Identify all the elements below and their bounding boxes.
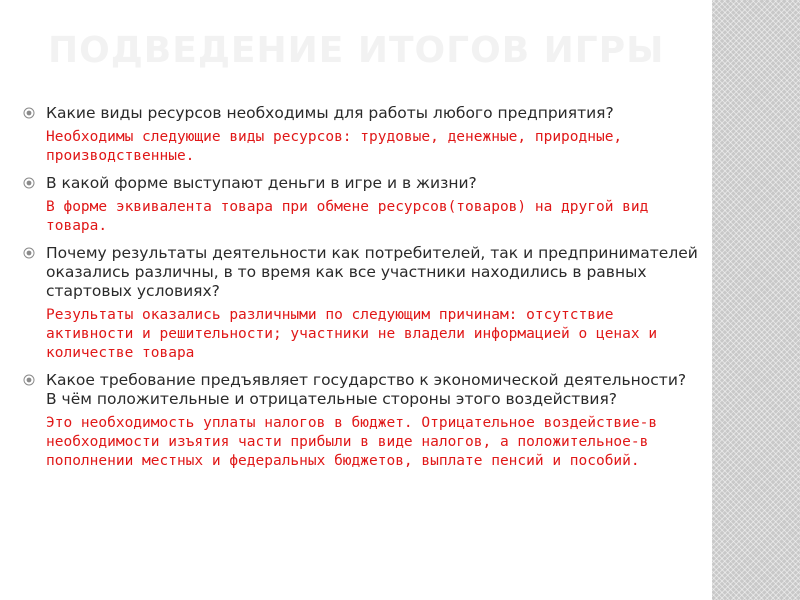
question-item [20, 244, 700, 301]
qa-list [20, 104, 700, 479]
circle-target-icon [23, 107, 35, 119]
slide-title: ПОДВЕДЕНИЕ ИТОГОВ ИГРЫ [48, 30, 665, 71]
question-text: Почему результаты деятельности как потребителей, так и предпринимателей оказались различны, в то время как все участники находились в равных стартовых условиях? [46, 244, 698, 300]
circle-target-icon [23, 177, 35, 189]
question-item [20, 104, 700, 123]
question-item [20, 174, 700, 193]
decorative-side-panel [712, 0, 800, 600]
question-text: Какое требование предъявляет государство к экономической деятельности? В чём положительные и отрицательные стороны этого воздействия? [46, 371, 687, 408]
question-text: Какие виды ресурсов необходимы для работы любого предприятия? [46, 104, 614, 122]
circle-target-icon [23, 247, 35, 259]
answer-text: Результаты оказались различными по следующим причинам: отсутствие активности и решительности; участники не владели информацией о ценах и количестве товара [46, 307, 658, 361]
question-item [20, 371, 700, 409]
question-text: В какой форме выступают деньги в игре и в жизни? [46, 174, 477, 192]
circle-target-icon [23, 374, 35, 386]
answer-text: В форме эквивалента товара при обмене ресурсов(товаров) на другой вид товара. [46, 199, 649, 234]
answer-text: Необходимы следующие виды ресурсов: трудовые, денежные, природные, производственные. [46, 129, 623, 164]
answer-text: Это необходимость уплаты налогов в бюджет. Отрицательное воздействие-в необходимости изъятия части прибыли в виде налогов, а положительное-в пополнении местных и федеральных бюджетов, выплате пенсий и пособий. [46, 415, 658, 469]
